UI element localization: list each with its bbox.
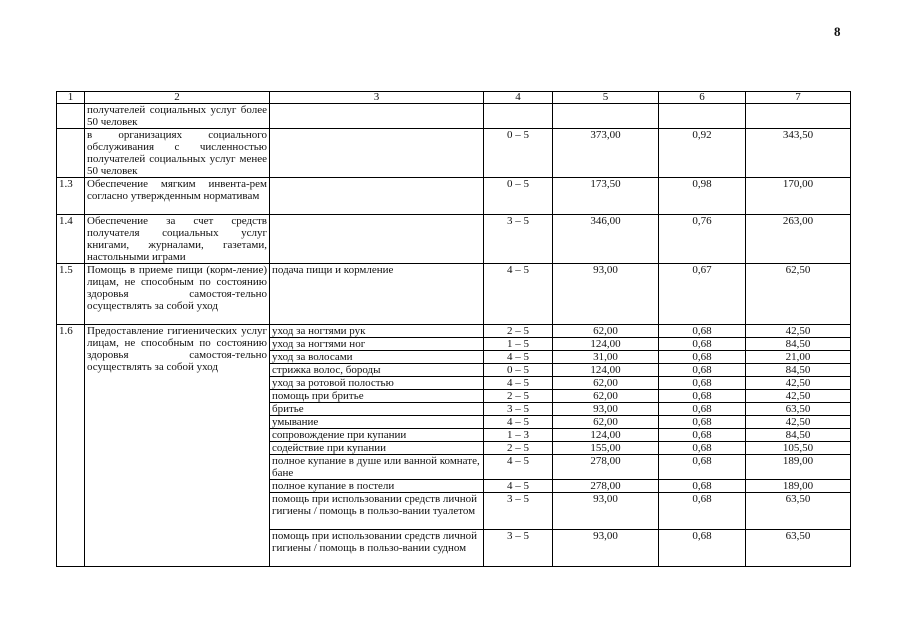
table-row xyxy=(57,264,851,325)
service-name: Обеспечение мягким инвента-рем согласно утвержденным нормативам xyxy=(85,178,270,215)
coefficient xyxy=(659,104,746,129)
sub-service: бритье xyxy=(270,403,484,416)
sub-service: стрижка волос, бороды xyxy=(270,364,484,377)
time-range: 4 – 5 xyxy=(484,416,553,429)
value-col5: 124,00 xyxy=(553,364,659,377)
time-range: 0 – 5 xyxy=(484,178,553,215)
tariff: 63,50 xyxy=(746,403,851,416)
time-range: 1 – 5 xyxy=(484,338,553,351)
value-col5: 155,00 xyxy=(553,442,659,455)
time-range: 4 – 5 xyxy=(484,351,553,364)
header-cell: 1 xyxy=(57,92,85,104)
tariff: 42,50 xyxy=(746,390,851,403)
value-col5: 62,00 xyxy=(553,416,659,429)
sub-service: помощь при использовании средств личной гигиены / помощь в пользо-вании судном xyxy=(270,530,484,567)
sub-service: уход за волосами xyxy=(270,351,484,364)
value-col5: 93,00 xyxy=(553,530,659,567)
value-col5: 31,00 xyxy=(553,351,659,364)
header-cell: 7 xyxy=(746,92,851,104)
coefficient: 0,68 xyxy=(659,493,746,530)
tariff: 170,00 xyxy=(746,178,851,215)
header-row xyxy=(57,92,851,104)
time-range: 3 – 5 xyxy=(484,530,553,567)
time-range: 2 – 5 xyxy=(484,390,553,403)
sub-service: сопровождение при купании xyxy=(270,429,484,442)
time-range: 4 – 5 xyxy=(484,480,553,493)
tariff-table xyxy=(56,91,851,567)
table-row xyxy=(57,215,851,264)
tariff: 63,50 xyxy=(746,493,851,530)
coefficient: 0,68 xyxy=(659,377,746,390)
sub-service xyxy=(270,215,484,264)
sub-service xyxy=(270,178,484,215)
time-range: 0 – 5 xyxy=(484,364,553,377)
coefficient: 0,76 xyxy=(659,215,746,264)
time-range: 3 – 5 xyxy=(484,215,553,264)
tariff: 42,50 xyxy=(746,325,851,338)
sub-service: помощь при бритье xyxy=(270,390,484,403)
row-number: 1.3 xyxy=(57,178,85,215)
value-col5: 373,00 xyxy=(553,129,659,178)
coefficient: 0,67 xyxy=(659,264,746,325)
tariff xyxy=(746,104,851,129)
tariff: 343,50 xyxy=(746,129,851,178)
service-name: Помощь в приеме пищи (корм-ление) лицам, не способным по состоянию здоровья самостоя-тельно осуществлять за собой уход xyxy=(85,264,270,325)
tariff: 21,00 xyxy=(746,351,851,364)
value-col5: 93,00 xyxy=(553,264,659,325)
coefficient: 0,98 xyxy=(659,178,746,215)
sub-service: умывание xyxy=(270,416,484,429)
sub-service: содействие при купании xyxy=(270,442,484,455)
sub-service: уход за ротовой полостью xyxy=(270,377,484,390)
value-col5: 124,00 xyxy=(553,338,659,351)
coefficient: 0,68 xyxy=(659,442,746,455)
time-range: 4 – 5 xyxy=(484,455,553,480)
row-number: 1.4 xyxy=(57,215,85,264)
time-range: 4 – 5 xyxy=(484,377,553,390)
coefficient: 0,68 xyxy=(659,530,746,567)
value-col5: 346,00 xyxy=(553,215,659,264)
time-range: 2 – 5 xyxy=(484,442,553,455)
service-name: Обеспечение за счет средств получателя социальных услуг книгами, журналами, газетами, настольными играми xyxy=(85,215,270,264)
coefficient: 0,68 xyxy=(659,364,746,377)
value-col5: 62,00 xyxy=(553,377,659,390)
coefficient: 0,68 xyxy=(659,480,746,493)
table-row xyxy=(57,178,851,215)
coefficient: 0,68 xyxy=(659,429,746,442)
header-cell: 3 xyxy=(270,92,484,104)
sub-service xyxy=(270,104,484,129)
sub-service: уход за ногтями рук xyxy=(270,325,484,338)
coefficient: 0,68 xyxy=(659,403,746,416)
sub-service: полное купание в душе или ванной комнате, бане xyxy=(270,455,484,480)
value-col5: 124,00 xyxy=(553,429,659,442)
header-cell: 5 xyxy=(553,92,659,104)
sub-service: уход за ногтями ног xyxy=(270,338,484,351)
row-number xyxy=(57,129,85,178)
time-range: 3 – 5 xyxy=(484,493,553,530)
coefficient: 0,68 xyxy=(659,325,746,338)
coefficient: 0,68 xyxy=(659,351,746,364)
tariff: 189,00 xyxy=(746,480,851,493)
tariff: 42,50 xyxy=(746,416,851,429)
page-number: 8 xyxy=(834,24,841,39)
value-col5: 278,00 xyxy=(553,480,659,493)
time-range xyxy=(484,104,553,129)
tariff: 84,50 xyxy=(746,429,851,442)
table-row xyxy=(57,325,851,338)
tariff: 105,50 xyxy=(746,442,851,455)
sub-service: помощь при использовании средств личной гигиены / помощь в пользо-вании туалетом xyxy=(270,493,484,530)
tariff: 84,50 xyxy=(746,364,851,377)
row-number: 1.5 xyxy=(57,264,85,325)
service-name: Предоставление гигиенических услуг лицам, не способным по состоянию здоровья самостоя-тельно осуществлять за собой уход xyxy=(85,325,270,567)
tariff: 62,50 xyxy=(746,264,851,325)
time-range: 2 – 5 xyxy=(484,325,553,338)
tariff: 189,00 xyxy=(746,455,851,480)
value-col5: 93,00 xyxy=(553,403,659,416)
value-col5: 278,00 xyxy=(553,455,659,480)
sub-service xyxy=(270,129,484,178)
coefficient: 0,68 xyxy=(659,416,746,429)
coefficient: 0,68 xyxy=(659,338,746,351)
header-cell: 6 xyxy=(659,92,746,104)
tariff: 263,00 xyxy=(746,215,851,264)
value-col5: 173,50 xyxy=(553,178,659,215)
coefficient: 0,68 xyxy=(659,455,746,480)
value-col5: 93,00 xyxy=(553,493,659,530)
table-row xyxy=(57,129,851,178)
time-range: 4 – 5 xyxy=(484,264,553,325)
value-col5 xyxy=(553,104,659,129)
time-range: 1 – 3 xyxy=(484,429,553,442)
row-number xyxy=(57,104,85,129)
service-name: в организациях социального обслуживания с численностью получателей социальных услуг менее 50 человек xyxy=(85,129,270,178)
value-col5: 62,00 xyxy=(553,325,659,338)
tariff: 84,50 xyxy=(746,338,851,351)
service-name: получателей социальных услуг более 50 человек xyxy=(85,104,270,129)
coefficient: 0,68 xyxy=(659,390,746,403)
sub-service: подача пищи и кормление xyxy=(270,264,484,325)
tariff: 42,50 xyxy=(746,377,851,390)
value-col5: 62,00 xyxy=(553,390,659,403)
header-cell: 2 xyxy=(85,92,270,104)
time-range: 0 – 5 xyxy=(484,129,553,178)
time-range: 3 – 5 xyxy=(484,403,553,416)
sub-service: полное купание в постели xyxy=(270,480,484,493)
table-row xyxy=(57,104,851,129)
header-cell: 4 xyxy=(484,92,553,104)
coefficient: 0,92 xyxy=(659,129,746,178)
row-number: 1.6 xyxy=(57,325,85,567)
tariff: 63,50 xyxy=(746,530,851,567)
